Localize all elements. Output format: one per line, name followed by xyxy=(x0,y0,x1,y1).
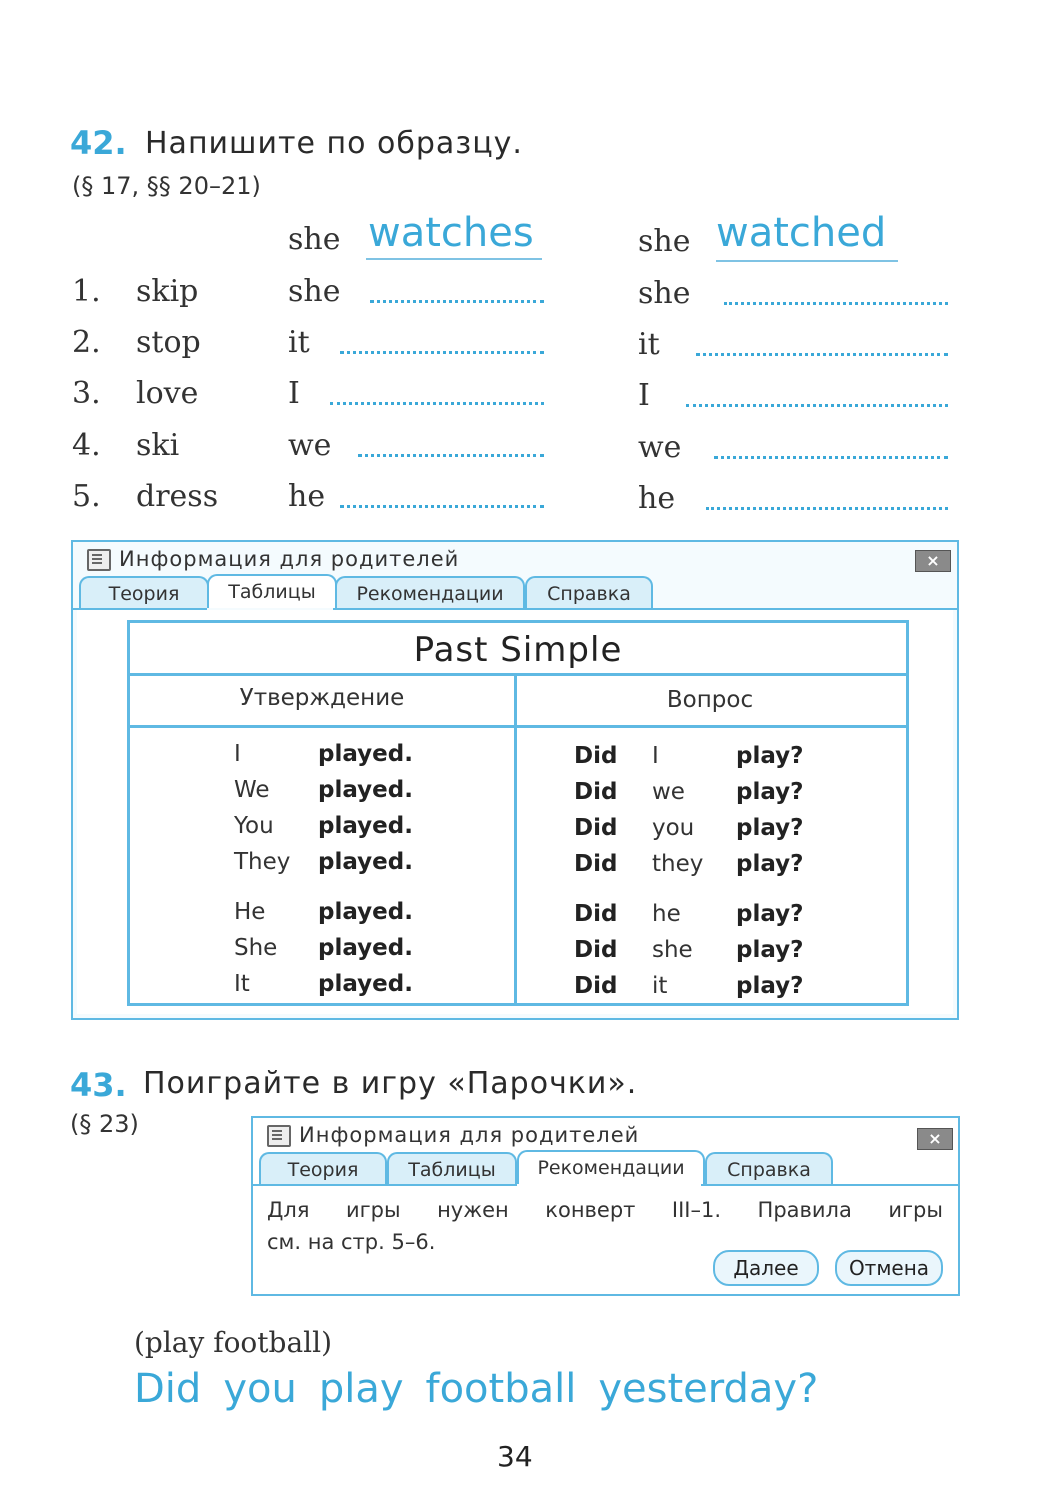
row-verb: dress xyxy=(136,479,219,514)
affirmative-verb: played. xyxy=(318,813,413,839)
example-prompt: (play football) xyxy=(134,1326,332,1359)
row-pronoun-right: he xyxy=(638,481,676,516)
example-answer-word: yesterday? xyxy=(598,1366,819,1412)
panel-title: Информация для родителей xyxy=(299,1123,640,1147)
question-verb: play? xyxy=(736,743,804,769)
row-pronoun-left: we xyxy=(288,428,332,463)
affirmative-pronoun: She xyxy=(234,935,278,961)
exercise-43-number: 43. xyxy=(70,1066,127,1104)
affirmative-verb: played. xyxy=(318,777,413,803)
row-number: 4. xyxy=(72,428,101,463)
question-pronoun: you xyxy=(652,815,695,841)
exercise-42-title: Напишите по образцу. xyxy=(145,126,523,161)
example-answer-word: play xyxy=(318,1366,404,1412)
answer-blank-right[interactable] xyxy=(696,353,948,356)
example-left-underline xyxy=(366,258,542,260)
exercise-42-number: 42. xyxy=(70,124,127,162)
row-verb: stop xyxy=(136,325,201,360)
row-verb: ski xyxy=(136,428,180,463)
question-pronoun: I xyxy=(652,743,659,769)
book-icon xyxy=(87,549,111,571)
row-pronoun-left: I xyxy=(288,376,300,411)
parents-info-panel-recommendations xyxy=(251,1116,960,1296)
close-button[interactable]: × xyxy=(915,550,951,572)
row-pronoun-left: it xyxy=(288,325,310,360)
recommendation-word: игры xyxy=(345,1198,401,1222)
row-pronoun-right: I xyxy=(638,378,650,413)
answer-blank-left[interactable] xyxy=(340,505,544,508)
row-number: 5. xyxy=(72,479,101,514)
affirmative-pronoun: He xyxy=(234,899,266,925)
tab-baseline xyxy=(253,1184,517,1186)
affirmative-verb: played. xyxy=(318,971,413,997)
question-pronoun: it xyxy=(652,973,668,999)
question-verb: play? xyxy=(736,901,804,927)
question-verb: play? xyxy=(736,937,804,963)
tab-tables[interactable]: Таблицы xyxy=(387,1152,517,1184)
question-auxiliary: Did xyxy=(574,851,618,877)
answer-blank-right[interactable] xyxy=(686,404,948,407)
cancel-button[interactable]: Отмена xyxy=(835,1250,943,1286)
question-pronoun: they xyxy=(652,851,704,877)
example-left-pronoun: she xyxy=(288,222,341,257)
tab-tables[interactable]: Таблицы xyxy=(207,574,337,608)
row-pronoun-left: he xyxy=(288,479,326,514)
table-divider xyxy=(130,673,906,676)
row-number: 3. xyxy=(72,376,101,411)
question-auxiliary: Did xyxy=(574,901,618,927)
question-verb: play? xyxy=(736,973,804,999)
tab-baseline xyxy=(701,1184,958,1186)
panel-title-bar xyxy=(73,542,957,576)
affirmative-pronoun: They xyxy=(234,849,291,875)
column-header-question: Вопрос xyxy=(666,687,754,713)
tab-help[interactable]: Справка xyxy=(525,576,653,608)
row-number: 2. xyxy=(72,325,101,360)
question-pronoun: she xyxy=(652,937,693,963)
question-auxiliary: Did xyxy=(574,973,618,999)
question-verb: play? xyxy=(736,779,804,805)
example-answer-word: football xyxy=(425,1366,577,1412)
recommendation-word: III–1. xyxy=(671,1198,722,1222)
past-simple-table xyxy=(127,620,909,1006)
affirmative-verb: played. xyxy=(318,741,413,767)
recommendation-text-line2: см. на стр. 5–6. xyxy=(267,1230,436,1254)
tables-content xyxy=(77,610,953,1014)
column-header-affirmative: Утверждение xyxy=(239,685,405,711)
example-right-underline xyxy=(716,260,898,262)
example-answer-word: Did xyxy=(134,1366,202,1412)
row-pronoun-right: she xyxy=(638,276,691,311)
table-column-divider xyxy=(514,673,517,1003)
exercise-43-title: Поиграйте в игру «Парочки». xyxy=(143,1066,638,1101)
parents-info-panel-tables xyxy=(71,540,959,1020)
tab-recommendations[interactable]: Рекомендации xyxy=(517,1150,705,1184)
row-pronoun-right: it xyxy=(638,327,660,362)
panel-title: Информация для родителей xyxy=(119,547,460,571)
row-pronoun-right: we xyxy=(638,430,682,465)
question-pronoun: we xyxy=(652,779,685,805)
example-left-answer: watches xyxy=(368,210,534,256)
affirmative-verb: played. xyxy=(318,899,413,925)
recommendation-text-line1 xyxy=(267,1198,943,1222)
affirmative-verb: played. xyxy=(318,935,413,961)
recommendation-word: Правила xyxy=(757,1198,852,1222)
row-verb: skip xyxy=(136,274,199,309)
answer-blank-left[interactable] xyxy=(340,351,544,354)
question-auxiliary: Did xyxy=(574,779,618,805)
table-divider xyxy=(130,725,906,728)
example-right-answer: watched xyxy=(716,210,887,256)
affirmative-pronoun: We xyxy=(234,777,270,803)
affirmative-verb: played. xyxy=(318,849,413,875)
question-auxiliary: Did xyxy=(574,815,618,841)
exercise-42-reference: (§ 17, §§ 20–21) xyxy=(72,172,261,200)
recommendation-word: конверт xyxy=(545,1198,636,1222)
example-answer xyxy=(134,1366,840,1412)
panel-title-bar xyxy=(253,1118,958,1152)
recommendation-word: нужен xyxy=(437,1198,509,1222)
answer-blank-right[interactable] xyxy=(714,456,948,459)
answer-blank-left[interactable] xyxy=(370,300,544,303)
affirmative-pronoun: It xyxy=(234,971,250,997)
affirmative-pronoun: I xyxy=(234,741,241,767)
answer-blank-right[interactable] xyxy=(724,302,948,305)
book-icon xyxy=(267,1125,291,1147)
recommendation-word: Для xyxy=(267,1198,310,1222)
exercise-43-reference: (§ 23) xyxy=(70,1110,139,1138)
row-pronoun-left: she xyxy=(288,274,341,309)
tab-recommendations[interactable]: Рекомендации xyxy=(335,576,525,608)
table-title: Past Simple xyxy=(413,630,623,670)
affirmative-pronoun: You xyxy=(234,813,274,839)
next-button[interactable]: Далее xyxy=(713,1250,819,1286)
page-number: 34 xyxy=(497,1440,533,1473)
answer-blank-left[interactable] xyxy=(330,402,544,405)
recommendation-word: игры xyxy=(888,1198,943,1222)
tab-help[interactable]: Справка xyxy=(705,1152,833,1184)
tab-theory[interactable]: Теория xyxy=(79,576,209,608)
close-button[interactable]: × xyxy=(917,1128,953,1150)
example-right-pronoun: she xyxy=(638,224,691,259)
row-verb: love xyxy=(136,376,199,411)
example-answer-word: you xyxy=(223,1366,297,1412)
question-auxiliary: Did xyxy=(574,937,618,963)
question-verb: play? xyxy=(736,815,804,841)
question-pronoun: he xyxy=(652,901,681,927)
question-auxiliary: Did xyxy=(574,743,618,769)
answer-blank-left[interactable] xyxy=(358,454,544,457)
tab-theory[interactable]: Теория xyxy=(259,1152,387,1184)
question-verb: play? xyxy=(736,851,804,877)
answer-blank-right[interactable] xyxy=(706,507,948,510)
row-number: 1. xyxy=(72,274,101,309)
